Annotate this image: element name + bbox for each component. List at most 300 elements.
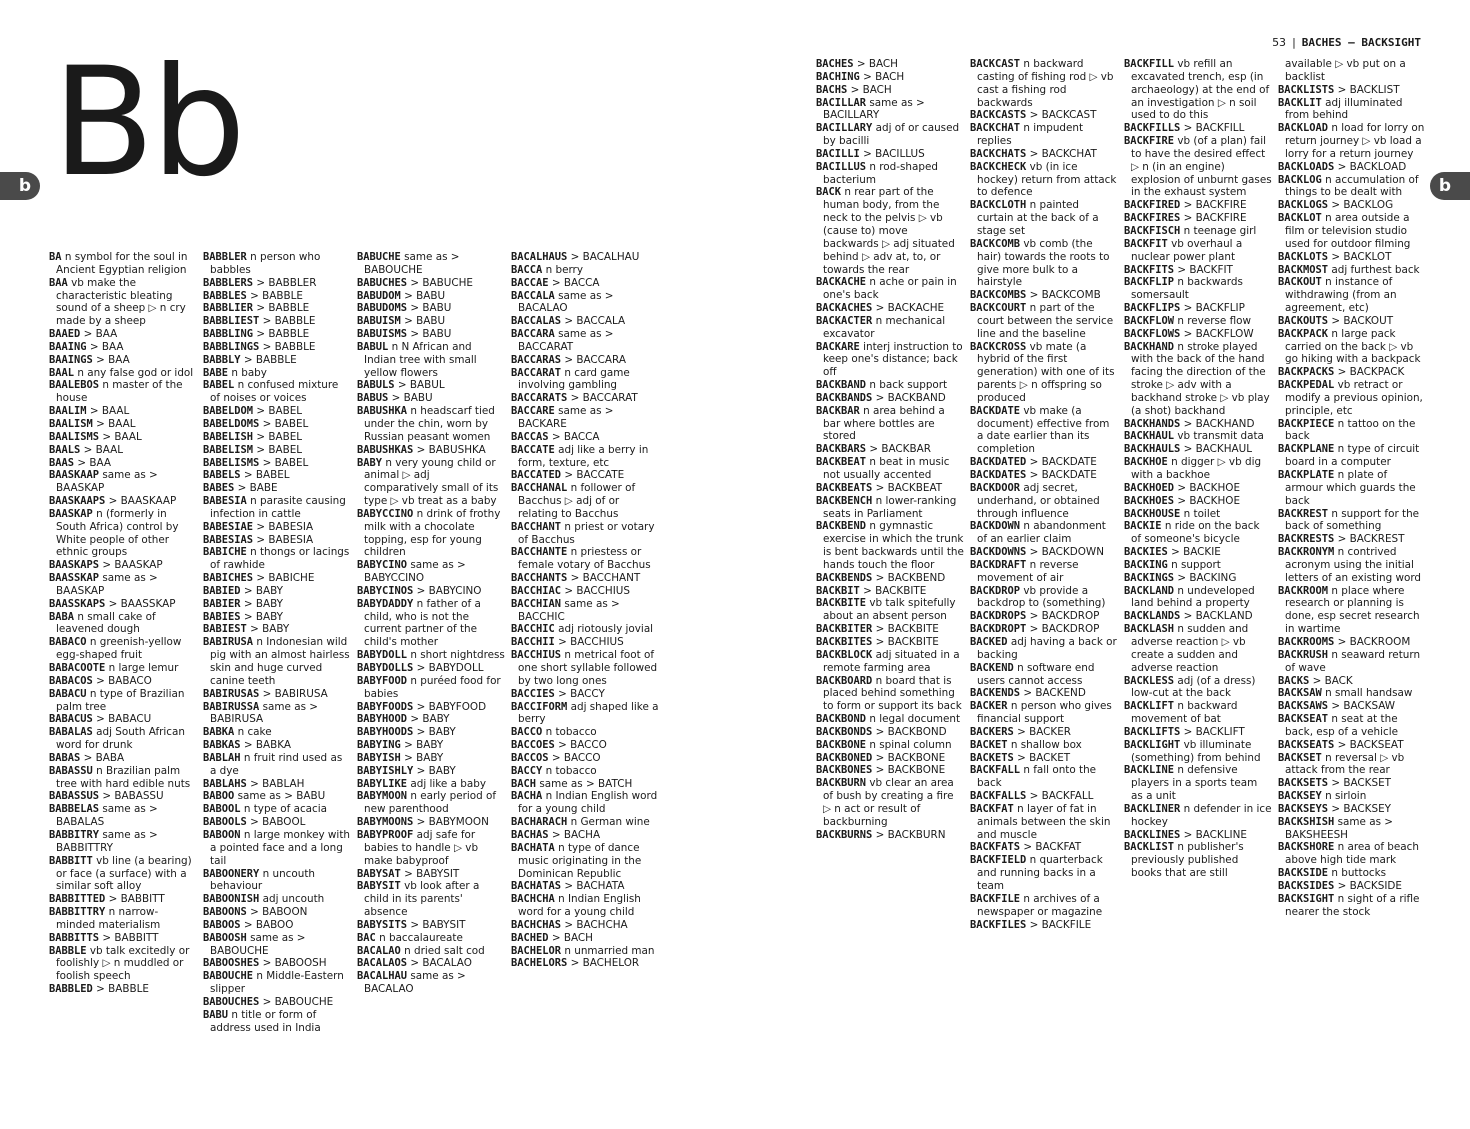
headword: BABYSIT — [357, 880, 401, 893]
definition: > BABBLE — [253, 328, 310, 341]
definition: n spinal column — [866, 738, 952, 751]
headword: BACKDROPT — [970, 623, 1027, 636]
dictionary-entry — [1124, 520, 1272, 546]
definition: same as > BACCARAT — [518, 328, 614, 353]
definition: n layer of fat in animals between the skin and muscle — [977, 802, 1111, 841]
dictionary-entry — [511, 546, 659, 572]
headword: BABBLED — [49, 983, 93, 996]
dictionary-entry — [357, 290, 505, 303]
dictionary-entry — [816, 572, 964, 585]
headword: BACKBONED — [816, 751, 873, 764]
dictionary-entry — [357, 932, 505, 945]
dictionary-entry — [511, 264, 659, 277]
definition: n part of the court between the service line and the baseline — [977, 302, 1114, 340]
headword: BACKLESS — [1124, 674, 1175, 687]
definition: > BACCARAT — [567, 392, 638, 405]
definition: > BACKFILE — [1026, 918, 1092, 931]
dictionary-entry — [203, 495, 351, 521]
definition: n digger ▷ vb dig with a backhoe — [1131, 456, 1262, 481]
definition: n place where research or planning is done, esp secret research in wartime — [1285, 584, 1420, 636]
dictionary-entry — [203, 752, 351, 778]
dictionary-entry — [203, 829, 351, 868]
headword: BACKLIST — [1124, 841, 1175, 854]
definition: n teenage girl — [1180, 224, 1257, 237]
headword: BACKSAWS — [1278, 700, 1329, 713]
definition: vb line (a bearing) or face (a surface) with a similar soft alloy — [56, 854, 192, 893]
headword: BACKHAND — [1124, 340, 1175, 353]
dictionary-entry — [970, 623, 1118, 636]
headword: BABY — [357, 456, 383, 469]
definition: > BACCHANT — [567, 572, 641, 585]
dictionary-entry — [49, 379, 197, 405]
thumb-index-tab-right: b — [1430, 172, 1470, 200]
dictionary-entry — [1124, 700, 1272, 726]
dictionary-entry — [203, 444, 351, 457]
definition: n dried salt cod — [400, 944, 485, 957]
headword: BACILLAR — [816, 96, 867, 109]
headword: BACKBITES — [816, 635, 873, 648]
definition: > BABESIA — [253, 520, 314, 533]
dictionary-entry — [816, 58, 964, 71]
dictionary-entry — [1278, 585, 1426, 636]
headword: BACKETS — [970, 751, 1014, 764]
headword: BACKCLOTH — [970, 199, 1027, 212]
definition: > BACKLAND — [1180, 610, 1253, 623]
definition: n headscarf tied under the chin, worn by Russian peasant women — [364, 405, 495, 443]
dictionary-entry — [203, 701, 351, 727]
definition: > BABUCHE — [407, 276, 473, 289]
definition: > BACCARA — [561, 353, 626, 366]
dictionary-entry — [1124, 264, 1272, 277]
dictionary-entry — [1124, 675, 1272, 701]
headword: BABBITT — [49, 854, 93, 867]
dictionary-entry — [357, 585, 505, 598]
definition: > BABY — [240, 610, 284, 623]
dictionary-entry — [511, 688, 659, 701]
definition: > BABBITT — [105, 893, 165, 906]
dictionary-entry — [1124, 302, 1272, 315]
headword: BACKLASH — [1124, 623, 1175, 636]
definition: n tattoo on the back — [1285, 417, 1416, 443]
definition: n any false god or idol — [74, 366, 194, 379]
headword: BACHED — [511, 931, 549, 944]
headword: BABOOSH — [203, 931, 247, 944]
dictionary-entry — [1278, 636, 1426, 649]
headword: BABYCCINO — [357, 507, 414, 520]
headword: BABBLER — [203, 251, 247, 263]
headword: BACKROOM — [1278, 584, 1329, 597]
dictionary-entry — [816, 829, 964, 842]
headword: BACHES — [816, 58, 854, 70]
headword: BACKBAR — [816, 404, 860, 417]
headword: BACKIE — [1124, 520, 1162, 533]
dictionary-entry — [357, 341, 505, 380]
headword: BABUDOMS — [357, 302, 408, 315]
headword: BABES — [203, 482, 235, 495]
headword: BABOOS — [203, 918, 241, 931]
dictionary-entry — [49, 829, 197, 855]
dictionary-entry — [203, 585, 351, 598]
dictionary-entry — [203, 328, 351, 341]
definition: n N African and Indian tree with small yellow flowers — [364, 340, 477, 379]
definition: n large lemur — [105, 662, 179, 674]
dictionary-entry — [1124, 841, 1272, 880]
headword: BABEL — [203, 379, 235, 392]
headword: BABYPROOF — [357, 828, 414, 841]
headword: BACCHIUS — [511, 649, 562, 662]
headword: BACKCOMB — [970, 237, 1021, 250]
dictionary-entry — [203, 611, 351, 624]
headword: BABIRUSA — [203, 636, 254, 649]
headword: BACKACTER — [816, 314, 873, 327]
headword: BABYLIKE — [357, 777, 408, 790]
definition: n reversal ▷ vb attack from the rear — [1285, 751, 1405, 777]
headword: BABYFOOD — [357, 674, 408, 687]
dictionary-entry — [49, 713, 197, 726]
definition: > BABU — [388, 392, 433, 405]
headword: BABOONERY — [203, 867, 260, 880]
headword: BACHCHA — [511, 893, 555, 906]
dictionary-entry — [1278, 546, 1426, 585]
headword: BACKFITS — [1124, 263, 1175, 276]
definition: adj (of a dress) low-cut at the back — [1131, 674, 1256, 700]
definition: > BABY — [240, 597, 284, 610]
definition: > BAAL — [86, 405, 130, 418]
definition: adj secret, underhand, or obtained through influence — [977, 481, 1100, 520]
definition: > BABE — [234, 482, 278, 495]
headword: BACKHOE — [1124, 456, 1168, 469]
dictionary-entry — [49, 598, 197, 611]
definition: n sirloin — [1321, 790, 1367, 803]
definition: > BACKHAUL — [1180, 443, 1253, 456]
headword: BACKLIFT — [1124, 700, 1175, 713]
dictionary-column-6 — [970, 58, 1118, 931]
dictionary-entry — [816, 405, 964, 444]
definition: > BACKHAND — [1180, 417, 1255, 430]
headword: BABUISM — [357, 315, 401, 328]
headword: BACKBURN — [816, 777, 867, 790]
dictionary-entry — [203, 367, 351, 380]
headword: BACCIFORM — [511, 700, 568, 713]
definition: > BACKREST — [1334, 533, 1405, 546]
headword: BACKSEYS — [1278, 802, 1329, 815]
definition: n symbol for the soul in Ancient Egyptian religion — [56, 251, 188, 276]
dictionary-entry — [970, 893, 1118, 919]
definition: adj having a back or backing — [977, 635, 1117, 661]
headword: BACKBENCH — [816, 494, 873, 507]
dictionary-entry — [816, 97, 964, 123]
dictionary-entry — [1278, 58, 1426, 84]
definition: n rear part of the human body, from the neck to the pelvis ▷ vb (cause to) move backwards ▷ adj situated behind ▷ adv at, to, or towards the rear — [823, 186, 955, 276]
dictionary-entry — [1278, 816, 1426, 842]
dictionary-entry — [357, 315, 505, 328]
definition: > BABOOL — [246, 816, 306, 829]
definition: n priestess or female votary of Bacchus — [518, 546, 651, 572]
dictionary-entry — [1278, 328, 1426, 367]
dictionary-entry — [816, 675, 964, 714]
definition: n instance of withdrawing (from an agreement, etc) — [1285, 276, 1397, 315]
headword: BACKBURNS — [816, 828, 873, 841]
dictionary-entry — [511, 880, 659, 893]
headword: BACCHANAL — [511, 482, 568, 495]
headword: BAALIM — [49, 405, 87, 418]
dictionary-entry — [511, 893, 659, 919]
headword: BACKFIRES — [1124, 212, 1181, 225]
dictionary-entry — [1278, 379, 1426, 418]
headword: BACCATE — [511, 443, 555, 456]
dictionary-entry — [1278, 199, 1426, 212]
headword: BACALHAUS — [511, 251, 568, 263]
dictionary-entry — [970, 520, 1118, 546]
dictionary-entry — [816, 752, 964, 765]
definition: > BACKEND — [1020, 687, 1086, 700]
dictionary-entry — [970, 199, 1118, 238]
definition: > BAASKAP — [99, 559, 163, 572]
dictionary-entry — [1124, 212, 1272, 225]
dictionary-entry — [511, 919, 659, 932]
definition: > BABYSIT — [407, 918, 466, 931]
dictionary-entry — [203, 521, 351, 534]
definition: > BACKLOAD — [1334, 160, 1407, 173]
definition: n reverse movement of air — [977, 558, 1079, 584]
definition: vb talk excitedly or foolishly ▷ n muddled or foolish speech — [56, 944, 190, 983]
dictionary-entry — [49, 328, 197, 341]
headword: BACCHANTS — [511, 572, 568, 585]
headword: BACKCOURT — [970, 302, 1027, 315]
dictionary-entry — [357, 392, 505, 405]
headword: BACKLIGHT — [1124, 738, 1181, 751]
dictionary-entry — [970, 662, 1118, 688]
definition: vb transmit data — [1174, 430, 1264, 443]
definition: > BACKFIRE — [1180, 212, 1247, 225]
definition: n seat at the back, esp of a vehicle — [1285, 713, 1398, 738]
definition: adj shaped like a berry — [518, 700, 659, 726]
dictionary-column-5 — [816, 58, 964, 841]
headword: BA — [49, 251, 62, 263]
definition: > BACKOUT — [1328, 314, 1394, 327]
headword: BACKDROP — [970, 584, 1021, 597]
headword: BACKPACK — [1278, 327, 1329, 340]
dictionary-entry — [49, 790, 197, 803]
dictionary-entry — [511, 251, 659, 264]
dictionary-entry — [1124, 623, 1272, 674]
definition: > BABEL — [253, 443, 303, 456]
definition: > BACCO — [554, 739, 607, 752]
headword: BAASKAAPS — [49, 495, 106, 508]
dictionary-entry — [357, 559, 505, 585]
definition: n title or form of address used in India — [210, 1008, 321, 1034]
headword: BAASKAPS — [49, 559, 100, 572]
definition: > BACKSET — [1328, 777, 1391, 790]
dictionary-entry — [203, 482, 351, 495]
definition: > BACKBURN — [872, 828, 946, 841]
dictionary-entry — [1124, 122, 1272, 135]
dictionary-entry — [816, 713, 964, 726]
definition: n tobacco — [542, 726, 597, 739]
dictionary-entry — [1124, 443, 1272, 456]
headword: BABUSHKA — [357, 405, 408, 418]
headword: BACKFAT — [970, 802, 1014, 815]
headword: BAALISMS — [49, 430, 100, 443]
headword: BACKDROPS — [970, 610, 1027, 623]
dictionary-column-3 — [357, 251, 505, 996]
definition: n area behind a bar where bottles are stored — [823, 404, 945, 443]
definition: > BAA — [80, 328, 118, 341]
dictionary-entry — [1124, 135, 1272, 199]
headword: BACKEND — [970, 661, 1014, 674]
dictionary-entry — [1278, 97, 1426, 123]
dictionary-entry — [357, 713, 505, 726]
definition: n ride on the back of someone's bicycle — [1131, 520, 1260, 546]
definition: n seaward return of wave — [1285, 648, 1421, 674]
headword: BABESIA — [203, 495, 247, 508]
headword: BABBITTRY — [49, 906, 106, 919]
dictionary-entry — [49, 752, 197, 765]
definition: > BABICHE — [253, 572, 315, 585]
definition: > BABBITT — [99, 931, 159, 944]
definition: > BACKBOND — [872, 725, 947, 738]
headword: BACKBIT — [816, 584, 860, 597]
definition: adj like a berry in form, texture, etc — [518, 443, 649, 469]
dictionary-entry — [1278, 867, 1426, 880]
definition: n plate of armour which guards the back — [1285, 469, 1416, 507]
definition: n baccalaureate — [375, 931, 463, 944]
headword: BACKLIFTS — [1124, 725, 1181, 738]
dictionary-entry — [1124, 199, 1272, 212]
dictionary-entry — [203, 405, 351, 418]
definition: same as > BACILLARY — [823, 96, 925, 122]
headword: BACKFILL — [1124, 58, 1175, 70]
dictionary-entry — [816, 161, 964, 187]
definition: vb (in ice hockey) return from attack to defence — [977, 160, 1117, 199]
dictionary-entry — [357, 778, 505, 791]
dictionary-entry — [970, 238, 1118, 289]
dictionary-entry — [203, 623, 351, 636]
definition: adj situated in a remote farming area — [823, 648, 960, 674]
definition: > BACKCHAT — [1026, 147, 1097, 160]
headword: BACCARA — [511, 328, 555, 341]
dictionary-entry — [1278, 264, 1426, 277]
dictionary-entry — [203, 277, 351, 290]
headword: BACKROOMS — [1278, 635, 1335, 648]
headword: BACHCHAS — [511, 918, 562, 931]
dictionary-entry — [1278, 777, 1426, 790]
definition: > BAA — [74, 456, 111, 469]
dictionary-entry — [1278, 469, 1426, 508]
headword: BABBITTED — [49, 893, 106, 906]
dictionary-entry — [49, 559, 197, 572]
dictionary-entry — [511, 765, 659, 778]
definition: n Indian English word for a young child — [518, 893, 641, 919]
headword: BACCOES — [511, 739, 555, 752]
headword: BACKCASTS — [970, 109, 1027, 122]
dictionary-column-2 — [203, 251, 351, 1034]
dictionary-entry — [511, 790, 659, 816]
headword: BACCHIAN — [511, 597, 562, 610]
headword: BACKDOOR — [970, 481, 1021, 494]
definition: > BACKFALL — [1026, 790, 1094, 803]
definition: n early period of new parenthood — [364, 790, 497, 816]
headword: BABYISH — [357, 751, 401, 764]
definition: n Indian English word for a young child — [518, 790, 658, 816]
headword: BAC — [357, 931, 376, 944]
definition: > BABBLE — [259, 340, 316, 353]
dictionary-entry — [1124, 572, 1272, 585]
headword: BACKDOWN — [970, 520, 1021, 533]
dictionary-entry — [816, 392, 964, 405]
definition: vb make (a document) effective from a date earlier than its completion — [977, 404, 1110, 456]
headword: BACK — [816, 186, 842, 199]
definition: adj safe for babies to handle ▷ vb make babyproof — [364, 828, 479, 867]
definition: > BABEL — [253, 405, 303, 418]
definition: n large monkey with a pointed face and a long tail — [210, 828, 350, 867]
right-page — [735, 0, 1470, 1129]
headword: BACKPIECE — [1278, 417, 1335, 430]
headword: BACCY — [511, 764, 543, 777]
headword: BACKSET — [1278, 751, 1322, 764]
definition: vb provide a backdrop to (something) — [977, 584, 1106, 610]
definition: same as > BABOUCHE — [210, 931, 306, 957]
headword: BACILLARY — [816, 122, 873, 135]
dictionary-entry — [49, 444, 197, 457]
headword: BACHELOR — [511, 944, 562, 957]
dictionary-entry — [203, 290, 351, 303]
definition: > BABBLE — [240, 353, 297, 366]
dictionary-entry — [511, 701, 659, 727]
headword: BABICHE — [203, 546, 247, 559]
definition: same as > BABU — [234, 790, 326, 803]
definition: n baby — [228, 366, 267, 379]
definition: > BACILLUS — [859, 147, 925, 160]
definition: same as > BACALAO — [518, 289, 614, 315]
definition: > BACKIE — [1167, 546, 1221, 559]
headword: BACKLOADS — [1278, 160, 1335, 173]
headword: BACKHANDS — [1124, 417, 1181, 430]
dictionary-entry — [1278, 880, 1426, 893]
headword: BACKERS — [970, 725, 1014, 738]
dictionary-entry — [357, 726, 505, 739]
headword: BACKBEND — [816, 520, 867, 533]
dictionary-entry — [203, 457, 351, 470]
dictionary-entry — [511, 367, 659, 393]
headword: BACKFATS — [970, 841, 1021, 854]
dictionary-entry — [357, 880, 505, 919]
definition: > BACH — [847, 83, 892, 96]
headword: BABYMOON — [357, 790, 408, 803]
dictionary-entry — [203, 739, 351, 752]
dictionary-entry — [511, 328, 659, 354]
header-separator: | — [1292, 36, 1296, 49]
dictionary-entry — [357, 868, 505, 881]
headword: BACKBANDS — [816, 391, 873, 404]
headword: BACKREST — [1278, 507, 1329, 520]
dictionary-entry — [203, 598, 351, 611]
definition: n toilet — [1180, 507, 1221, 520]
definition: n person who gives financial support — [977, 700, 1112, 726]
dictionary-entry — [357, 919, 505, 932]
definition: > BABBLE — [246, 289, 303, 302]
dictionary-entry — [1124, 829, 1272, 842]
headword: BACCAE — [511, 276, 549, 289]
dictionary-entry — [816, 456, 964, 482]
definition: n priest or votary of Bacchus — [518, 520, 655, 546]
definition: > BABY — [407, 713, 450, 726]
dictionary-entry — [203, 957, 351, 970]
dictionary-entry — [970, 726, 1118, 739]
definition: > BACKBEAT — [872, 481, 943, 494]
dictionary-entry — [970, 58, 1118, 109]
dictionary-entry — [203, 803, 351, 816]
